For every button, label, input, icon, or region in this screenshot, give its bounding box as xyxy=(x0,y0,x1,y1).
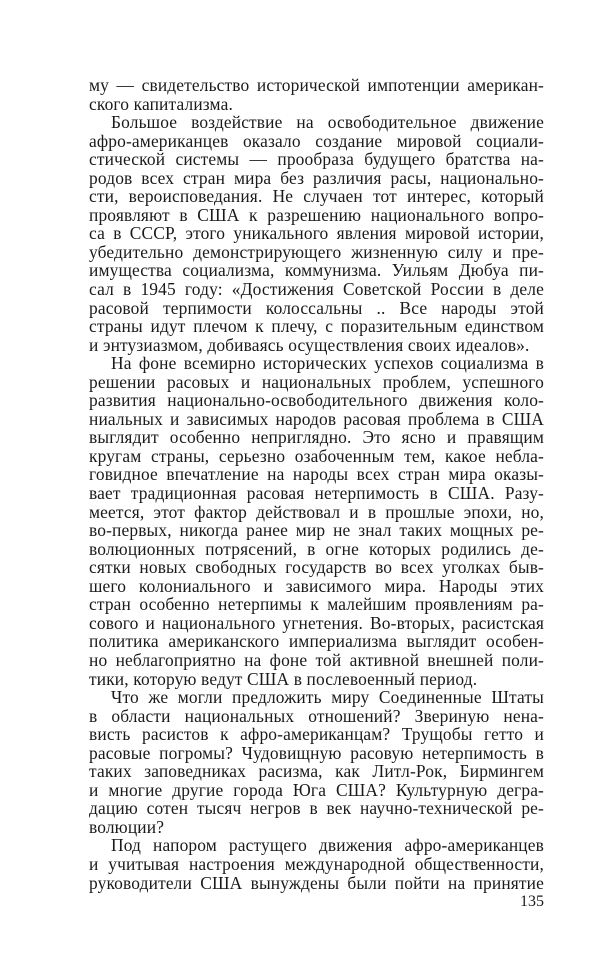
text-line: висть расистов к афро-американцам? Трущобы гетто и xyxy=(89,724,544,745)
text-line: проявляют в США к разрешению национального вопро- xyxy=(89,204,544,225)
text-line: убедительно демонстрирующего жизненную силу и пре- xyxy=(89,241,544,262)
paragraph xyxy=(89,113,544,354)
text-line: ниальных и зависимых народов расовая проблема в США xyxy=(89,408,544,429)
text-line: сового и национального угнетения. Во-вторых, расистская xyxy=(89,612,544,633)
text-line: и учитывая настроения международной общественности, xyxy=(89,853,544,874)
text-line: волюции? xyxy=(89,816,165,837)
text-line: таких заповедниках расизма, как Литл-Рок, Бирмингем xyxy=(89,761,544,782)
paragraph xyxy=(89,76,544,113)
text-line: расовой терпимости колоссальны .. Все народы этой xyxy=(89,297,544,318)
text-line: му — свидетельство исторической импотенции американ- xyxy=(89,75,544,95)
text-line: ского капитализма. xyxy=(89,93,233,114)
text-line: сти, вероисповедания. Не случаен тот интерес, который xyxy=(89,186,544,207)
text-line: и многие другие города Юга США? Культурную дегра- xyxy=(89,779,544,800)
text-line: имущества социализма, коммунизма. Уильям Дюбуа пи- xyxy=(89,260,544,281)
text-line: и энтузиазмом, добиваясь осуществления своих идеалов». xyxy=(89,334,530,355)
text-line: Большое воздействие на освободительное движение xyxy=(111,112,544,133)
page-body-text xyxy=(89,76,544,892)
text-line: волюционных потрясений, в огне которых родились де- xyxy=(89,538,544,559)
text-line: са в СССР, этого уникального явления мировой истории, xyxy=(89,223,544,244)
text-line: страны идут плечом к плечу, с поразительным единством xyxy=(89,316,544,337)
text-line: выглядит особенно неприглядно. Это ясно и правящим xyxy=(89,427,544,448)
text-line: в области национальных отношений? Звериную нена- xyxy=(89,705,544,726)
text-line: сал в 1945 году: «Достижения Советской России в деле xyxy=(89,279,544,300)
text-line: развития национально-освободительного движения коло- xyxy=(89,390,544,411)
text-line: стран особенно нетерпимы к малейшим проявлениям ра- xyxy=(89,594,544,615)
page-number: 135 xyxy=(520,893,544,910)
text-line: руководители США вынуждены были пойти на принятие xyxy=(89,872,544,893)
paragraph xyxy=(89,688,544,836)
text-line: родов всех стран мира без различия расы, национально- xyxy=(89,167,544,188)
text-line: расовые погромы? Чудовищную расовую нетерпимость в xyxy=(89,742,544,763)
text-line: меется, этот фактор действовал и в прошлые эпохи, но, xyxy=(89,501,544,522)
text-line: Что же могли предложить миру Соединенные Штаты xyxy=(111,687,544,708)
text-line: политика американского империализма выглядит особен- xyxy=(89,631,544,652)
text-line: вает традиционная расовая нетерпимость в США. Разу- xyxy=(89,483,544,504)
text-line: На фоне всемирно исторических успехов социализма в xyxy=(111,353,544,374)
text-line: решении расовых и национальных проблем, успешного xyxy=(89,371,544,392)
text-line: тики, которую ведут США в послевоенный период. xyxy=(89,668,478,689)
text-line: шего колониального и зависимого мира. Народы этих xyxy=(89,575,544,596)
text-line: сятки новых свободных государств во всех уголках быв- xyxy=(89,557,544,578)
text-line: стической системы — прообраза будущего братства на- xyxy=(89,149,544,170)
paragraph xyxy=(89,836,544,892)
text-line: во-первых, никогда ранее мир не знал таких мощных ре- xyxy=(89,520,544,541)
text-line: но неблагоприятно на фоне той активной внешней поли- xyxy=(89,649,544,670)
text-line: дацию сотен тысяч негров в век научно-технической ре- xyxy=(89,798,544,819)
text-line: говидное впечатление на народы всех стран мира оказы- xyxy=(89,464,544,485)
paragraph xyxy=(89,354,544,688)
text-line: афро-американцев оказало создание мировой социали- xyxy=(89,130,544,151)
text-line: Под напором растущего движения афро-американцев xyxy=(111,835,544,856)
text-line: кругам страны, серьезно озабоченным тем, какое небла- xyxy=(89,445,544,466)
